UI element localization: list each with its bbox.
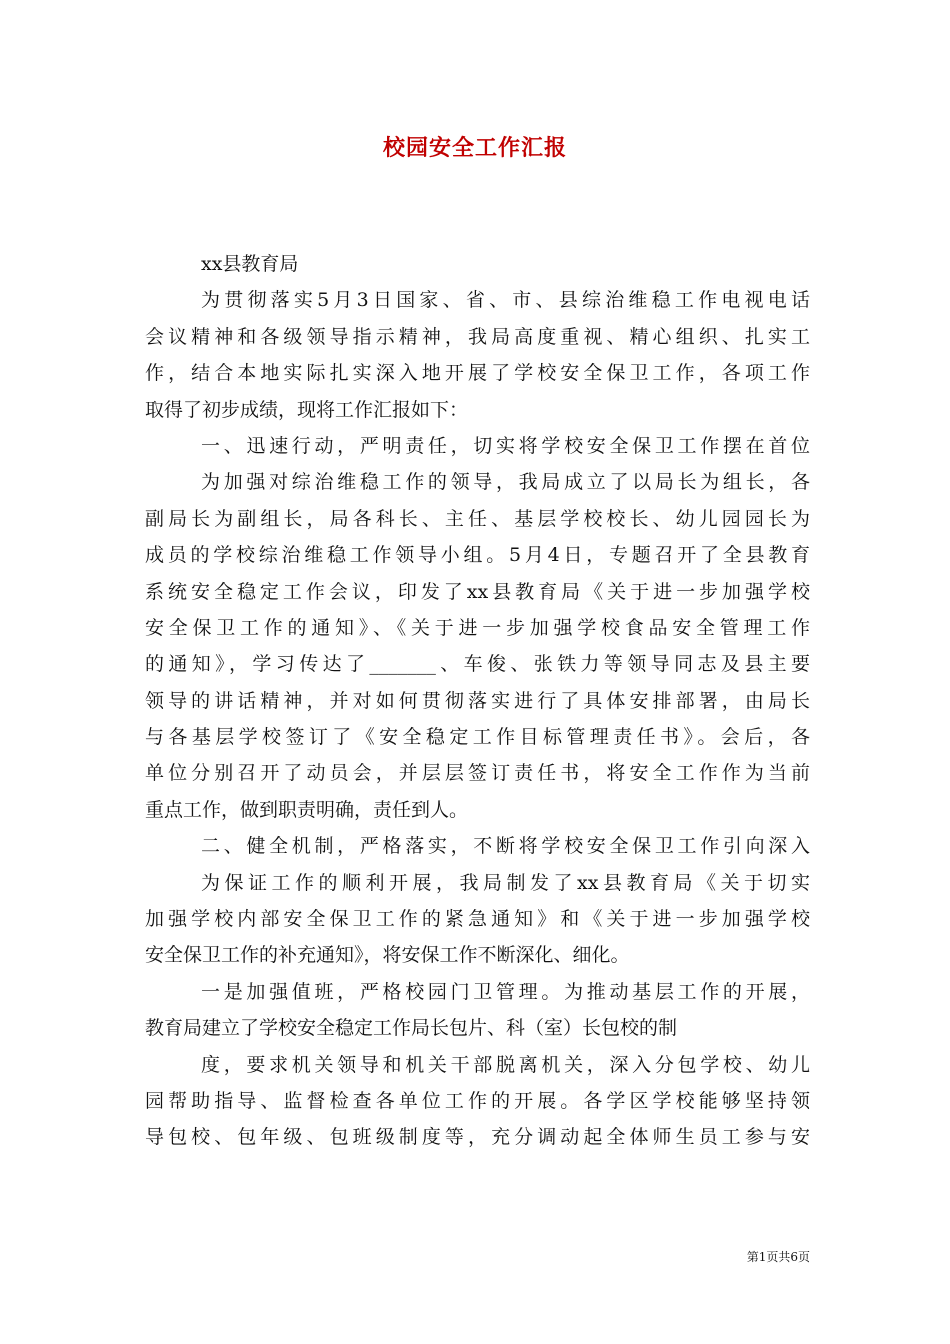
page-number: 第1页共6页 [746, 1250, 810, 1264]
text-line: 教育局建立了学校安全稳定工作局长包片、科（室）长包校的制 [145, 1017, 678, 1040]
text-line: 重点工作，做到职责明确，责任到人。 [145, 798, 469, 821]
text-line: 领导的讲话精神，并对如何贯彻落实进行了具体安排部署，由局长 [145, 689, 810, 712]
text-line: 单位分别召开了动员会，并层层签订责任书，将安全工作作为当前 [145, 762, 810, 785]
text-line: 为保证工作的顺利开展，我局制发了xx县教育局《关于切实 [201, 871, 810, 894]
text-line: 为贯彻落实5月3日国家、省、市、县综治维稳工作电视电话 [201, 289, 810, 312]
text-line: 副局长为副组长，局各科长、主任、基层学校校长、幼儿园园长为 [145, 507, 810, 530]
text-line: 一是加强值班，严格校园门卫管理。为推动基层工作的开展， [201, 980, 810, 1003]
text-line: 度，要求机关领导和机关干部脱离机关，深入分包学校、幼儿 [201, 1053, 810, 1076]
text-line: 一、迅速行动，严明责任，切实将学校安全保卫工作摆在首位 [201, 434, 810, 457]
text-line: 加强学校内部安全保卫工作的紧急通知》和《关于进一步加强学校 [145, 908, 810, 931]
document-title: 校园安全工作汇报 [382, 135, 567, 161]
text-line: 与各基层学校签订了《安全稳定工作目标管理责任书》。会后，各 [145, 726, 810, 749]
text-line: 二、健全机制，严格落实，不断将学校安全保卫工作引向深入 [201, 835, 810, 858]
text-line: 安全保卫工作的通知》、《关于进一步加强学校食品安全管理工作 [145, 616, 810, 639]
text-line: 系统安全稳定工作会议，印发了xx县教育局《关于进一步加强学校 [145, 580, 810, 603]
text-line: 作，结合本地实际扎实深入地开展了学校安全保卫工作，各项工作 [145, 362, 810, 385]
text-line: 会议精神和各级领导指示精神，我局高度重视、精心组织、扎实工 [145, 325, 810, 348]
text-line: 安全保卫工作的补充通知》，将安保工作不断深化、细化。 [145, 944, 630, 967]
text-line: xx县教育局 [201, 253, 299, 275]
text-line: 为加强对综治维稳工作的领导，我局成立了以局长为组长，各 [201, 471, 810, 494]
text-line: 园帮助指导、监督检查各单位工作的开展。各学区学校能够坚持领 [145, 1089, 810, 1112]
text-line: 导包校、包年级、包班级制度等，充分调动起全体师生员工参与安 [145, 1126, 810, 1149]
document-body [145, 246, 810, 1156]
text-line: 的通知》，学习传达了_______、车俊、张铁力等领导同志及县主要 [145, 653, 810, 676]
text-line: 取得了初步成绩，现将工作汇报如下： [145, 398, 469, 421]
text-line: 成员的学校综治维稳工作领导小组。5月4日，专题召开了全县教育 [145, 544, 810, 567]
